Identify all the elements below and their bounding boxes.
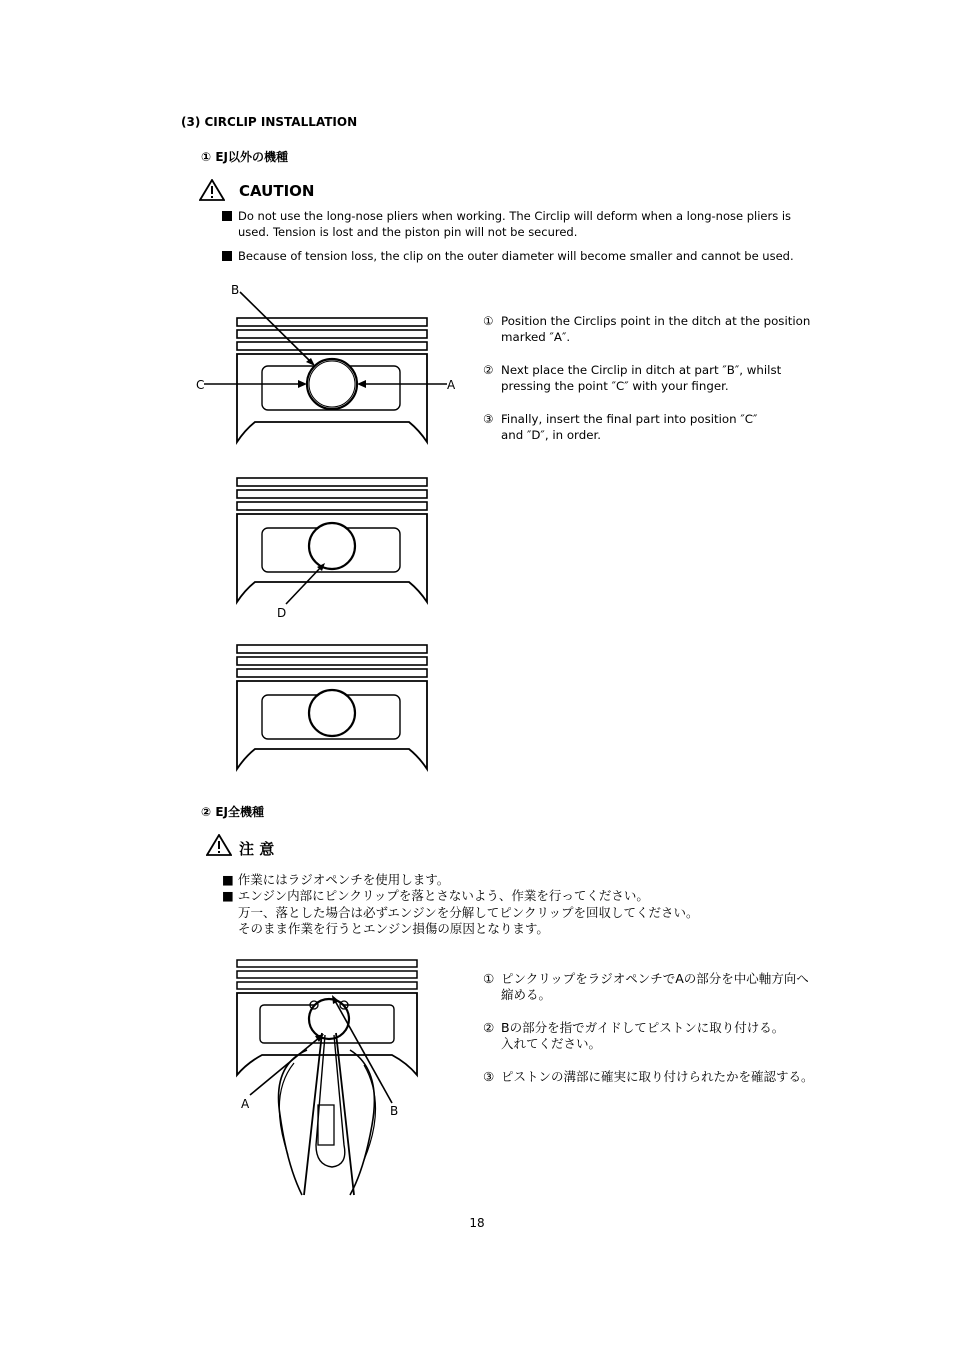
label-b-jp: B [390,1104,399,1118]
section-title: (3) CIRCLIP INSTALLATION [181,115,358,129]
caution-bullet-2: Because of tension loss, the clip on the outer diameter will become smaller and cannot be used. [222,248,842,264]
subsection-title-2: ② EJ全機種 [201,805,265,819]
step-3-jp: ③ ピストンの溝部に確実に取り付けられたかを確認する。 [483,1069,814,1084]
caution-jp-line-4: そのまま作業を行うとエンジン損傷の原因となります。 [238,921,549,936]
piston-diagram-top [195,280,465,455]
piston-diagram-middle [230,470,440,620]
warning-icon [199,179,225,201]
caution-title: CAUTION [239,182,315,200]
caution-bullet-1: Do not use the long-nose pliers when working. The Circlip will deform when a long-nose pliers is used. Tension is lost and the piston pin will not be secured. [222,208,842,240]
step-1-jp: ① ピンクリップをラジオペンチでAの部分を中心軸方向へ 縮める。 [483,971,809,1002]
step-1-en: ① Position the Circlips point in the ditch at the position marked ″A″. [483,314,811,344]
label-b: B [231,283,240,297]
piston-pliers-diagram [232,955,427,1200]
step-3-en: ③ Finally, insert the final part into position ″C″ and ″D″, in order. [483,412,758,442]
label-a: A [447,378,456,392]
bullet-square-icon [222,211,232,221]
label-c: C [196,378,205,392]
caution-jp-line-1: ■ 作業にはラジオペンチを使用します。 [222,872,450,887]
caution-jp-line-2: ■ エンジン内部にピンクリップを落とさないよう、作業を行ってください。 [222,888,649,903]
subsection-title-1: ① EJ以外の機種 [201,150,289,164]
label-a-jp: A [241,1097,250,1111]
warning-icon [206,834,232,856]
bullet-square-icon [222,251,232,261]
caution-title-jp: 注 意 [239,840,275,858]
piston-diagram-bottom [230,637,440,777]
label-d: D [277,606,287,620]
caution-jp-line-3: 万一、落とした場合は必ずエンジンを分解してピンクリップを回収してください。 [238,905,699,920]
step-2-en: ② Next place the Circlip in ditch at part ″B″, whilst pressing the point ″C″ with your finger. [483,363,782,393]
page-number: 18 [469,1216,485,1230]
step-2-jp: ② Bの部分を指でガイドしてピストンに取り付ける。 入れてください。 [483,1020,785,1051]
